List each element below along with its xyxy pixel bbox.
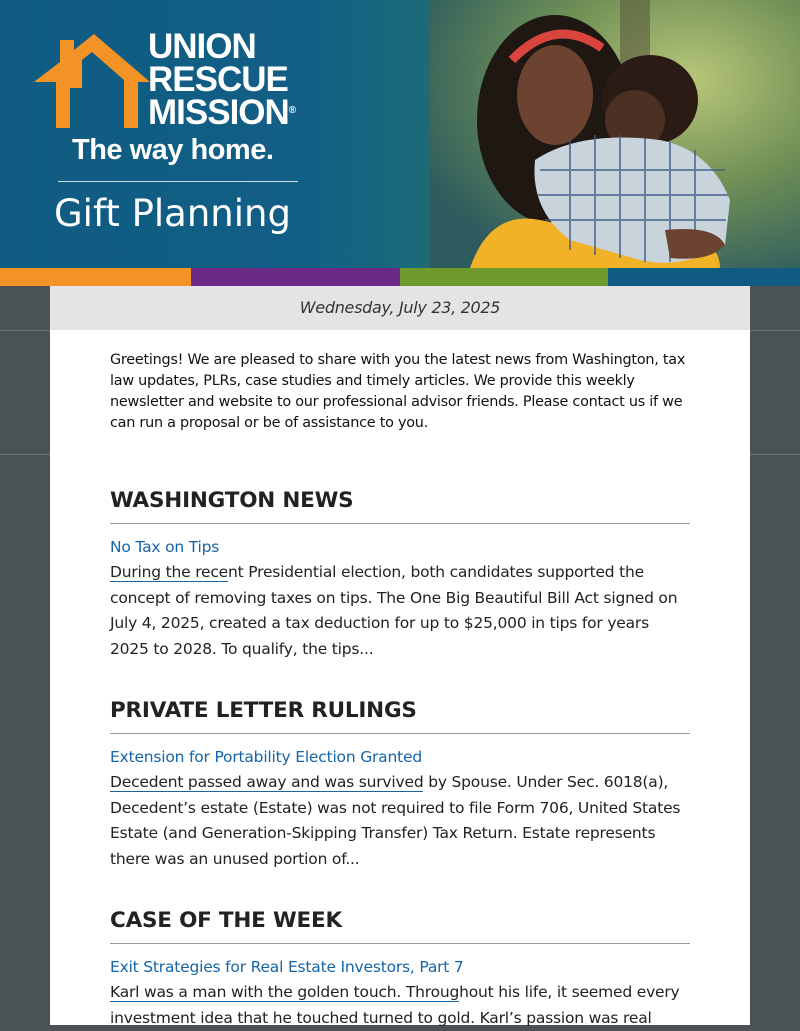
article-link[interactable]: No Tax on Tips	[110, 538, 220, 556]
intro-text: Greetings! We are pleased to share with you the latest news from Washington, tax law updates, PLRs, case studies and timely articles. We provide this weekly newsletter and website to our professional advisor friends. Please contact us if we can run a proposal or be of assistance to you.	[110, 352, 686, 431]
header-divider	[58, 181, 298, 182]
article-excerpt: During the recent Presidential election, both candidates supported the concept of removing taxes on tips. The One Big Beautiful Bill Act signed on July 4, 2025, created a tax deduction for up to $25,000 in tips for years 2025 to 2028. To qualify, the tips...	[110, 563, 678, 658]
section-washington-news	[110, 488, 690, 662]
section-private-letter-rulings	[110, 698, 690, 872]
section-title: WASHINGTON NEWS	[110, 488, 690, 524]
article-lead-link[interactable]: Karl was a man with the golden touch. Throug	[110, 983, 460, 1001]
article-excerpt: Decedent passed away and was survived by Spouse. Under Sec. 6018(a), Decedent’s estate (Estate) was not required to file Form 706, United States Estate (and Generation-Skipping Transfer) Tax Return. Estate represents there was an unused portion of...	[110, 773, 681, 868]
page-title: Gift Planning	[54, 192, 291, 235]
article-link[interactable]: Exit Strategies for Real Estate Investors, Part 7	[110, 958, 464, 976]
side-divider	[750, 330, 800, 331]
article-link[interactable]: Extension for Portability Election Granted	[110, 748, 422, 766]
article-lead-link[interactable]: Decedent passed away and was survived	[110, 773, 424, 791]
side-divider	[0, 330, 50, 331]
bar-orange	[0, 268, 191, 286]
bar-green	[400, 268, 608, 286]
section-case-of-the-week	[110, 908, 690, 1031]
issue-date: Wednesday, July 23, 2025	[50, 286, 750, 330]
article-excerpt: Karl was a man with the golden touch. Throughout his life, it seemed every investment idea that he touched turned to gold. Karl’s passion was real	[110, 983, 680, 1027]
newsletter-card	[50, 286, 750, 1025]
side-divider	[0, 454, 50, 455]
section-title: PRIVATE LETTER RULINGS	[110, 698, 690, 734]
org-logo-text: UNION RESCUE MISSION®	[148, 27, 296, 132]
brand-color-bars	[0, 268, 800, 286]
bar-blue	[608, 268, 800, 286]
section-title: CASE OF THE WEEK	[110, 908, 690, 944]
bar-purple	[191, 268, 400, 286]
header-banner	[0, 0, 800, 268]
header-photo	[430, 0, 800, 268]
article-lead-link[interactable]: During the rece	[110, 563, 229, 581]
tagline: The way home.	[72, 134, 274, 166]
side-divider	[750, 454, 800, 455]
